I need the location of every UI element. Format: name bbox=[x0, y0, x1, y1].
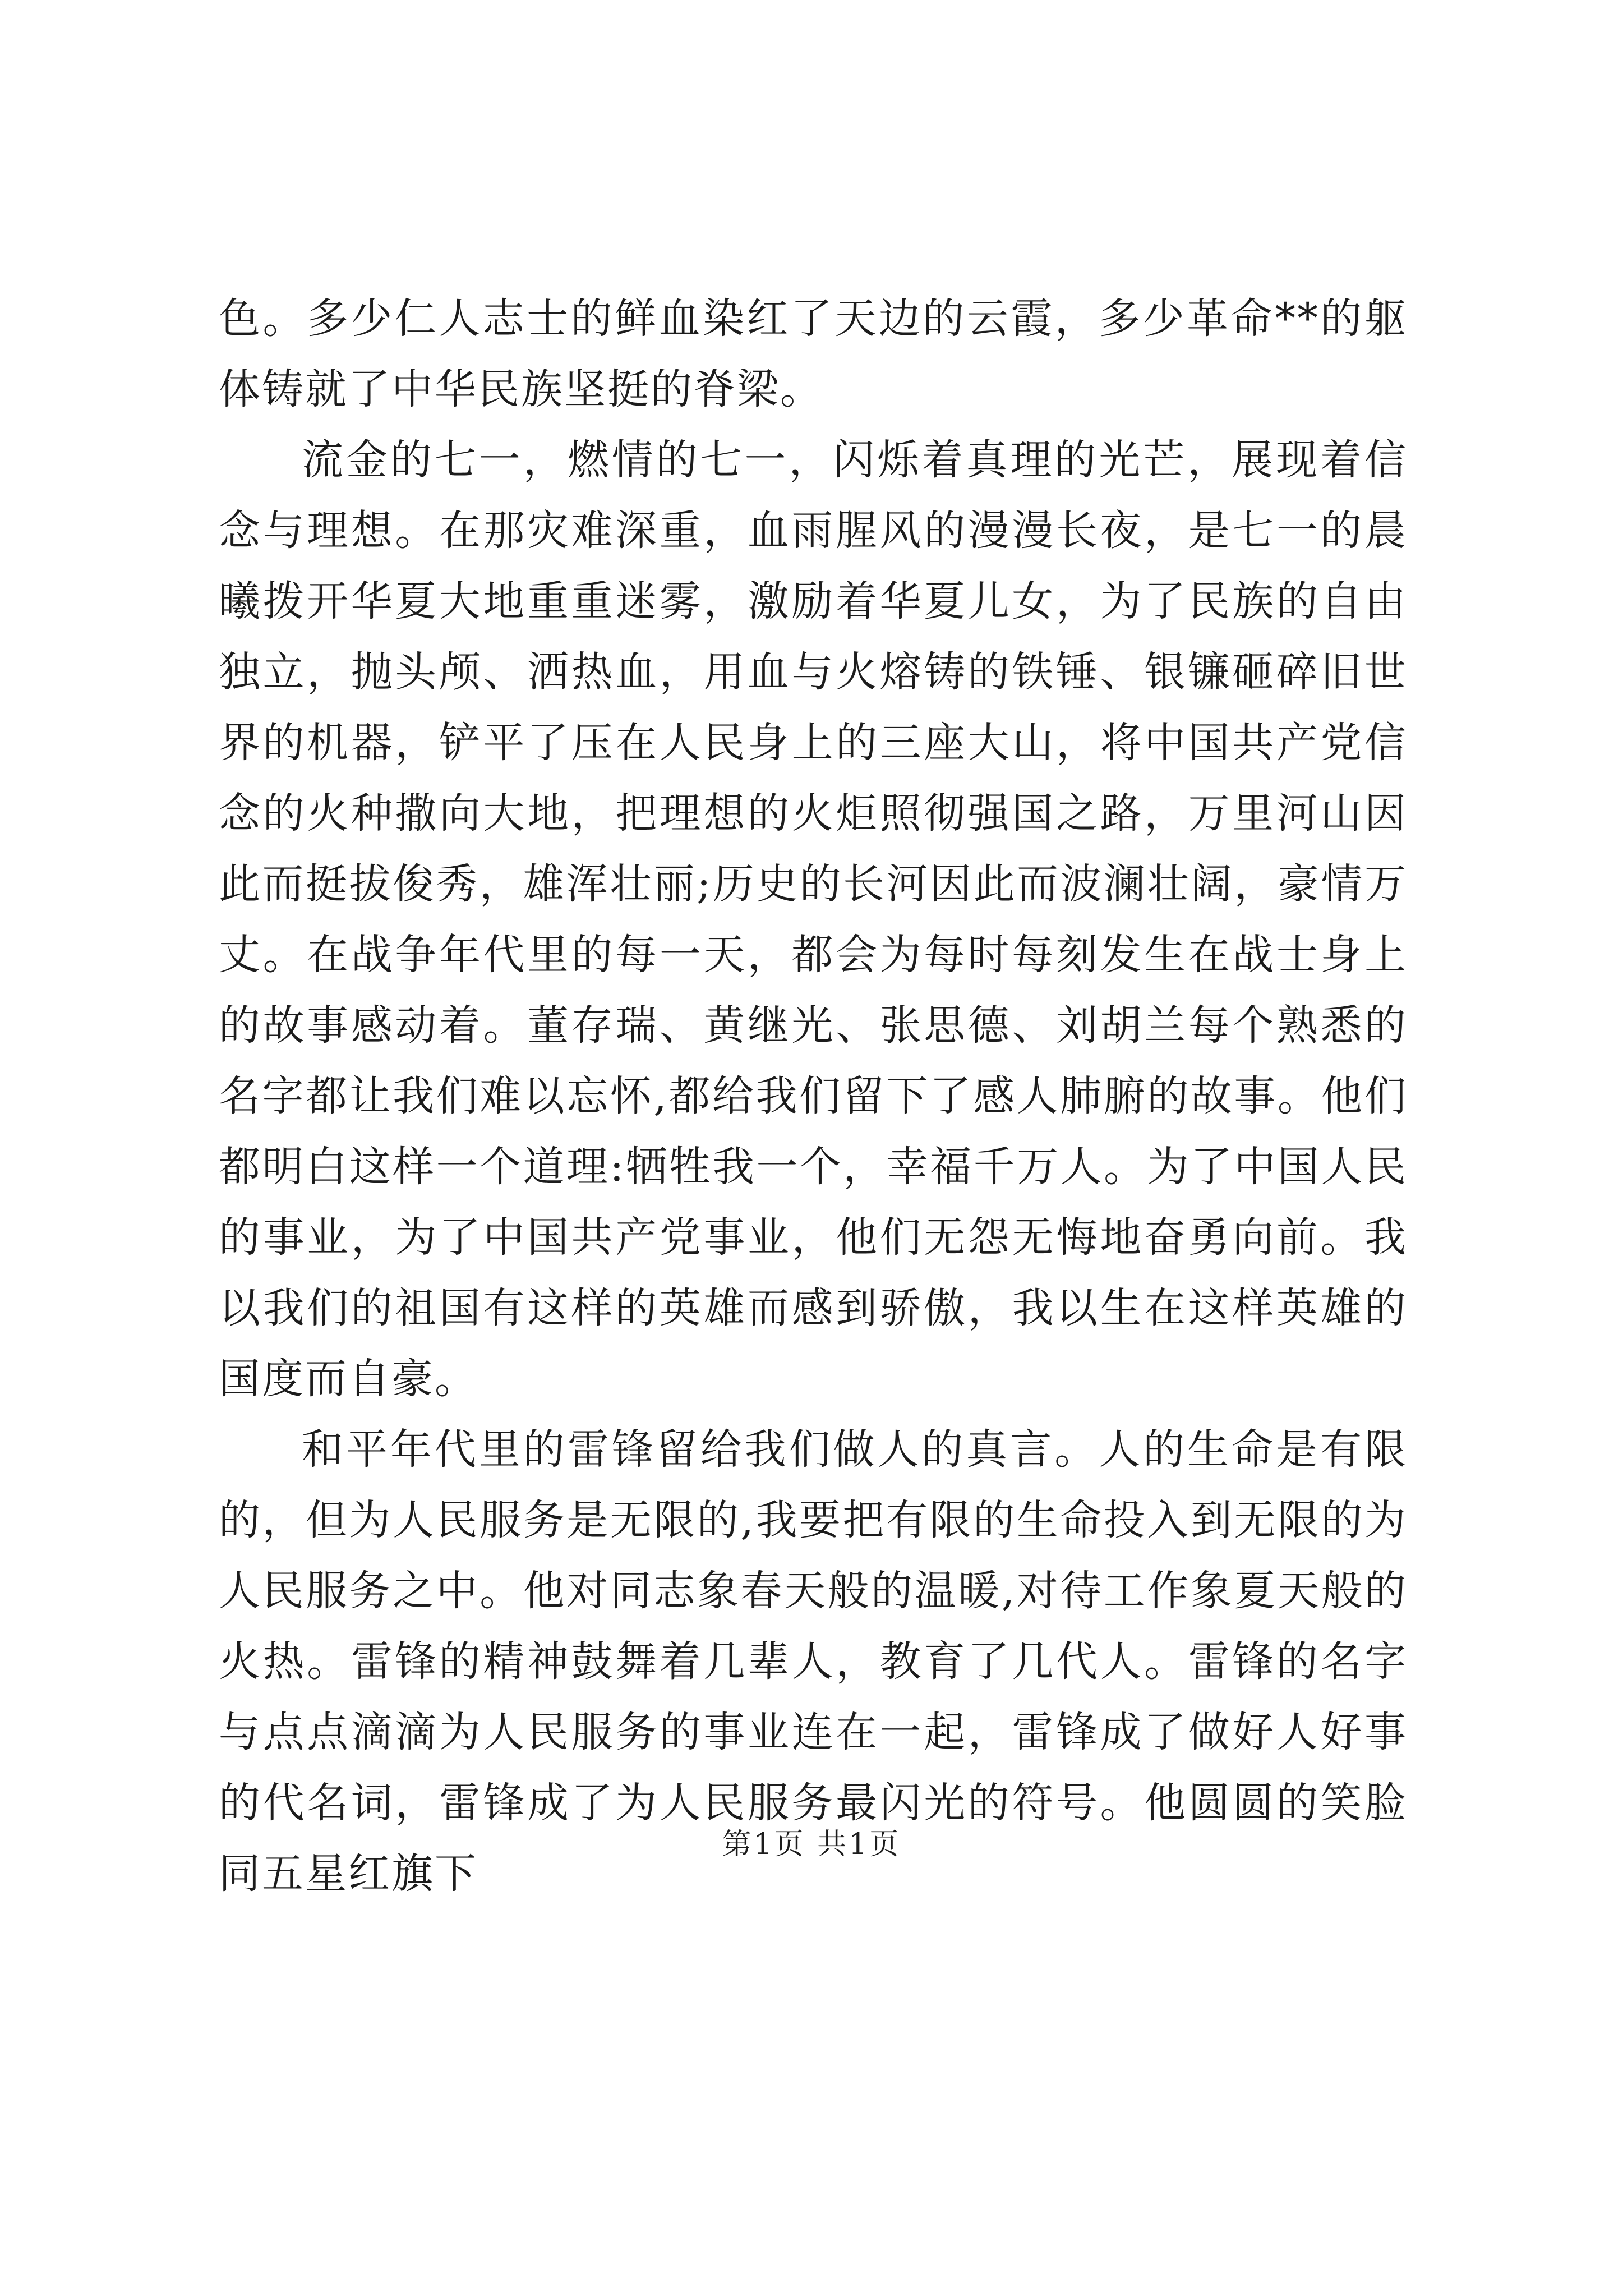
document-body bbox=[219, 283, 1408, 1909]
paragraph-july-first: 流金的七一，燃情的七一，闪烁着真理的光芒，展现着信念与理想。在那灾难深重，血雨腥风的漫漫长夜，是七一的晨曦拨开华夏大地重重迷雾，激励着华夏儿女，为了民族的自由独立，抛头颅、洒热血，用血与火熔铸的铁锤、银镰砸碎旧世界的机器，铲平了压在人民身上的三座大山，将中国共产党信念的火种撒向大地，把理想的火炬照彻强国之路，万里河山因此而挺拔俊秀，雄浑壮丽;历史的长河因此而波澜壮阔，豪情万丈。在战争年代里的每一天，都会为每时每刻发生在战士身上的故事感动着。董存瑞、黄继光、张思德、刘胡兰每个熟悉的名字都让我们难以忘怀,都给我们留下了感人肺腑的故事。他们都明白这样一个道理:牺牲我一个，幸福千万人。为了中国人民的事业，为了中国共产党事业，他们无怨无悔地奋勇向前。我以我们的祖国有这样的英雄而感到骄傲，我以生在这样英雄的国度而自豪。 bbox=[219, 436, 1408, 1403]
paragraph-leifeng: 和平年代里的雷锋留给我们做人的真言。人的生命是有限的，但为人民服务是无限的,我要把有限的生命投入到无限的为人民服务之中。他对同志象春天般的温暖,对待工作象夏天般的火热。雷锋的精神鼓舞着几辈人，教育了几代人。雷锋的名字与点点滴滴为人民服务的事业连在一起，雷锋成了做好人好事的代名词，雷锋成了为人民服务最闪光的符号。他圆圆的笑脸同五星红旗下 bbox=[219, 1425, 1408, 1898]
paragraph-continuation: 色。多少仁人志士的鲜血染红了天边的云霞，多少革命**的躯体铸就了中华民族坚挺的脊梁。 bbox=[219, 295, 1408, 413]
page-number-footer: 第1页 共1页 bbox=[722, 1828, 901, 1861]
